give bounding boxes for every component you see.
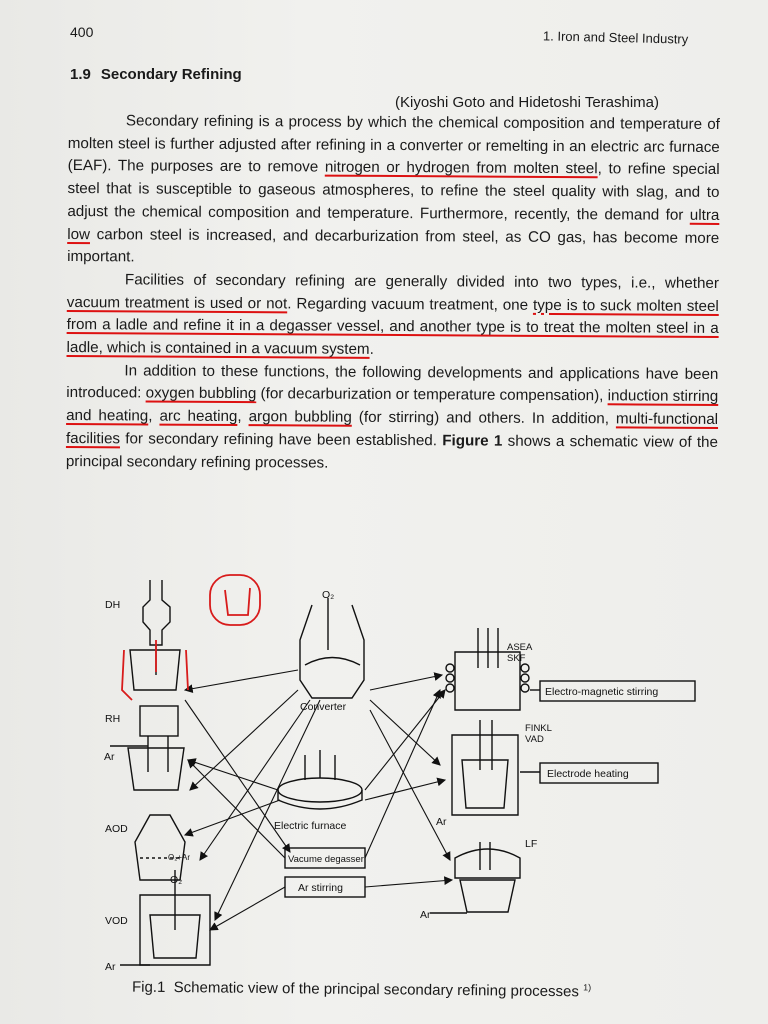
- figure-reference: Figure 1: [442, 432, 503, 450]
- dh-vessel-icon: [130, 580, 180, 690]
- text-run: , to refine special steel that is susceptible to gaseous atmospheres, to refine the steel quality with slag, and to adjust the chemical composition and temperature. Furthermore, recently, the demand for: [67, 160, 720, 224]
- text-run: In addition to these functions, the following developments and applications have been introduced:: [66, 362, 719, 402]
- aod-vessel-icon: [135, 815, 185, 880]
- underlined-phrase: argon bubbling: [248, 408, 352, 426]
- label-rh: RH: [105, 713, 121, 725]
- label-electrode-heating: Electrode heating: [547, 768, 629, 780]
- underlined-phrase: induction stirring and heating: [66, 387, 719, 425]
- section-title: Secondary Refining: [100, 66, 242, 83]
- vod-vessel-icon: [120, 870, 210, 965]
- label-ar-lf: Ar: [420, 909, 431, 921]
- label-ar-vod: Ar: [105, 961, 116, 973]
- rh-vessel-icon: [110, 706, 184, 790]
- lf-icon: [430, 842, 520, 913]
- text-run: for secondary refining have been established.: [119, 430, 443, 450]
- label-electric-furnace: Electric furnace: [274, 820, 347, 832]
- text-run: (for stirring) and others. In addition,: [351, 408, 617, 428]
- paragraph-2: [66, 269, 719, 364]
- text-run: ,: [237, 408, 249, 426]
- underlined-phrase: oxygen bubbling: [145, 384, 257, 403]
- electric-furnace-icon: [278, 750, 362, 809]
- schematic-figure: [95, 565, 735, 985]
- figure-caption: [132, 978, 591, 1001]
- section-heading: [70, 66, 242, 83]
- caption-text: Schematic view of the principal secondary refining processes: [173, 979, 579, 1001]
- label-ar-rh: Ar: [104, 751, 115, 763]
- caption-reference: 1): [583, 982, 592, 993]
- label-vod: VOD: [105, 915, 128, 927]
- label-ar-stirring: Ar stirring: [298, 882, 343, 894]
- label-lf: LF: [525, 838, 538, 850]
- paragraph-1: [67, 110, 720, 273]
- chapter-heading: 1. Iron and Steel Industry: [542, 28, 689, 47]
- text-run: ,: [148, 407, 160, 425]
- label-vacuum-degasser: Vacume degasser: [288, 854, 364, 865]
- paragraph-3: [66, 360, 719, 477]
- asea-skf-icon: [446, 628, 529, 710]
- underlined-phrase: vacuum treatment is used or not: [66, 293, 288, 312]
- underlined-phrase: arc heating: [159, 407, 238, 426]
- authors: (Kiyoshi Goto and Hidetoshi Terashima): [395, 94, 660, 111]
- finkl-vad-icon: [452, 720, 518, 815]
- label-dh: DH: [105, 599, 121, 611]
- body-text: [66, 110, 720, 477]
- label-finkl: FINKL: [525, 723, 552, 734]
- page-number: 400: [70, 24, 94, 40]
- converter-icon: [300, 598, 364, 698]
- text-run: Facilities of secondary refining are generally divided into two types, i.e., whether: [124, 271, 720, 292]
- hand-drawn-circle: [210, 575, 260, 625]
- label-o2-ar: O₂+Ar: [168, 853, 190, 862]
- label-o2-converter: O₂: [322, 589, 335, 601]
- underlined-phrase: type is to suck molten steel from a ladle and refine it in a degasser vessel, and another type is to treat the molten steel in a ladle, which is contained in a vacuum system: [66, 296, 719, 358]
- text-run: .: [369, 340, 374, 358]
- text-run: carbon steel is increased, and decarburization from steel, as CO gas, has become more important.: [67, 225, 720, 266]
- underlined-phrase: multi-functional facilities: [65, 410, 719, 448]
- label-electro-magnetic-stirring: Electro-magnetic stirring: [545, 686, 659, 698]
- process-diagram: [95, 565, 735, 985]
- text-run: . Regarding vacuum treatment, one: [287, 294, 534, 314]
- text-run: (for decarburization or temperature compensation),: [256, 385, 608, 405]
- label-converter: Converter: [300, 701, 347, 713]
- label-ar-finkl: Ar: [436, 816, 447, 828]
- underlined-phrase: ultra low: [67, 206, 720, 243]
- text-run: Secondary refining is a process by which the chemical composition and temperature of molten steel is further adjusted after refining in a converter or remelting in an electric arc furnace (EAF). The purposes are to remove: [67, 112, 720, 176]
- underlined-phrase: nitrogen or hydrogen from molten steel: [324, 158, 598, 178]
- label-vad: VAD: [525, 734, 544, 745]
- text-run: shows a schematic view of the principal secondary refining processes.: [65, 432, 719, 472]
- section-number: 1.9: [70, 66, 91, 83]
- caption-label: Fig.1: [131, 978, 166, 996]
- label-skf: SKF: [507, 653, 526, 664]
- label-o2-vod: O₂: [170, 874, 183, 886]
- red-annotations: [122, 575, 260, 700]
- label-asea: ASEA: [507, 642, 533, 653]
- label-aod: AOD: [105, 823, 128, 835]
